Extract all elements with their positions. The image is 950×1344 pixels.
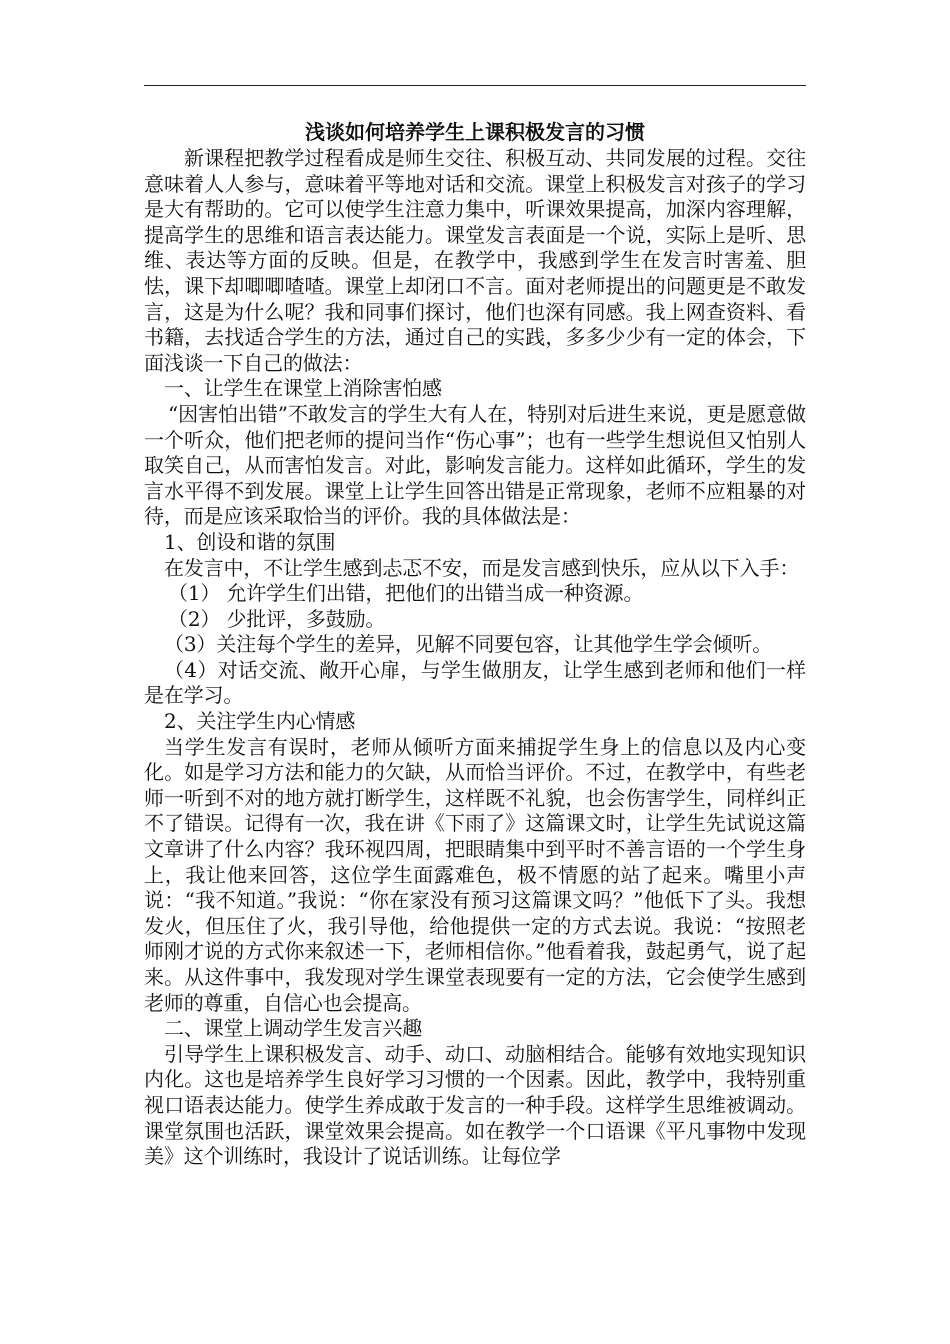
section-heading-1: 一、让学生在课堂上消除害怕感 — [164, 376, 442, 401]
list-item: （3）关注每个学生的差异，见解不同要包容，让其他学生学会倾听。 — [164, 632, 773, 657]
list-item: （2） 少批评，多鼓励。 — [168, 606, 386, 631]
body-paragraph: 当学生发言有误时，老师从倾听方面来捕捉学生身上的信息以及内心变化。如是学习方法和能力的欠缺，从而恰当评价。不过，在教学中，有些老师一听到不对的地方就打断学生，这样既不礼貌，也会伤害学生，同样纠正不了错误。记得有一次，我在讲《下雨了》这篇课文时，让学生先试说这篇文章讲了什么内容？我环视四周，把眼睛集中到平时不善言语的一个学生身上，我让他来回答，这位学生面露难色，极不情愿的站了起来。嘴里小声说：“我不知道。”我说：“你在家没有预习这篇课文吗？”他低下了头。我想发火，但压住了火，我引导他，给他提供一定的方式去说。我说：“按照老师刚才说的方式你来叙述一下，老师相信你。”他看着我，鼓起勇气，说了起来。从这件事中，我发现对学生课堂表现要有一定的方法，它会使学生感到老师的尊重，自信心也会提高。 — [144, 734, 806, 1015]
subheading-1: 1、创设和谐的氛围 — [164, 529, 336, 554]
section-heading-2: 二、课堂上调动学生发言兴趣 — [164, 1016, 423, 1041]
body-paragraph: 引导学生上课积极发言、动手、动口、动脑相结合。能够有效地实现知识内化。这也是培养学生良好学习习惯的一个因素。因此，教学中，我特别重视口语表达能力。使学生养成敢于发言的一种手段。这样学生思维被调动。课堂氛围也活跃，课堂效果会提高。如在教学一个口语课《平凡事物中发现美》这个训练时，我设计了说话训练。让每位学 — [144, 1041, 806, 1169]
subheading-2: 2、关注学生内心情感 — [164, 709, 356, 734]
body-paragraph: “因害怕出错”不敢发言的学生大有人在，特别对后进生来说，更是愿意做一个听众，他们把老师的提问当作“伤心事”；也有一些学生想说但又怕别人取笑自己，从而害怕发言。对此，影响发言能力。这样如此循环，学生的发言水平得不到发展。课堂上让学生回答出错是正常现象，老师不应粗暴的对待，而是应该采取恰当的评价。我的具体做法是： — [144, 401, 806, 529]
body-paragraph: 在发言中，不让学生感到忐忑不安，而是发言感到快乐，应从以下入手： — [164, 555, 800, 580]
list-item: （4）对话交流、敞开心扉，与学生做朋友，让学生感到老师和他们一样是在学习。 — [144, 657, 806, 708]
document-page — [144, 118, 806, 1170]
list-item: （1） 允许学生们出错，把他们的出错当成一种资源。 — [168, 581, 644, 606]
header-rule — [144, 85, 806, 86]
document-title: 浅谈如何培养学生上课积极发言的习惯 — [305, 120, 645, 144]
intro-paragraph: 新课程把教学过程看成是师生交往、积极互动、共同发展的过程。交往意味着人人参与，意味着平等地对话和交流。课堂上积极发言对孩子的学习是大有帮助的。它可以使学生注意力集中，听课效果提高，加深内容理解，提高学生的思维和语言表达能力。课堂发言表面是一个说，实际上是听、思维、表达等方面的反映。但是，在教学中，我感到学生在发言时害羞、胆怯，课下却唧唧喳喳。课堂上却闭口不言。面对老师提出的问题更是不敢发言，这是为什么呢？我和同事们探讨，他们也深有同感。我上网查资料、看书籍，去找适合学生的方法，通过自己的实践，多多少少有一定的体会，下面浅谈一下自己的做法： — [144, 146, 806, 375]
